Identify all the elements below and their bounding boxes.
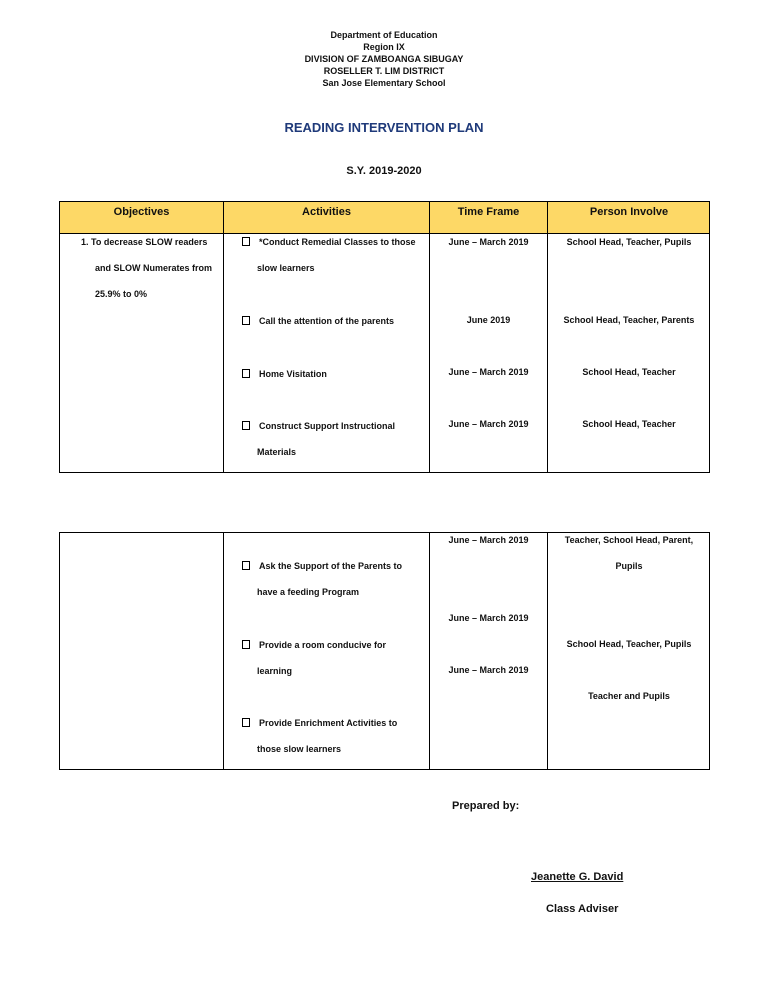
activity-item: Call the attention of the parents	[242, 316, 394, 326]
activity-item: Provide Enrichment Activities to	[242, 718, 397, 728]
intervention-table	[59, 201, 710, 473]
checkbox-icon	[242, 369, 250, 378]
activity-item: *Conduct Remedial Classes to those	[242, 237, 416, 247]
checkbox-icon	[242, 640, 250, 649]
header-department: Department of Education	[330, 30, 438, 40]
checkbox-icon	[242, 718, 250, 727]
activity-item-continued: slow learners	[257, 263, 315, 273]
person-cell: School Head, Teacher, Pupils	[566, 237, 692, 247]
activity-item-continued: learning	[257, 666, 293, 676]
header-person-involve: Person Involve	[589, 206, 669, 218]
header-activities: Activities	[302, 206, 351, 218]
activity-item: Construct Support Instructional	[242, 421, 395, 431]
activity-item-continued: those slow learners	[257, 744, 342, 754]
person-cell-continued: Pupils	[615, 561, 643, 571]
person-cell: School Head, Teacher, Pupils	[566, 639, 692, 649]
time-frame-cell: June – March 2019	[448, 535, 529, 545]
header-division: DIVISION OF ZAMBOANGA SIBUGAY	[304, 54, 464, 64]
header-school: San Jose Elementary School	[322, 78, 446, 88]
activity-item: Ask the Support of the Parents to	[242, 561, 402, 571]
person-cell: Teacher and Pupils	[588, 691, 670, 701]
checkbox-icon	[242, 561, 250, 570]
objective-line: and SLOW Numerates from	[95, 263, 213, 273]
checkbox-icon	[242, 421, 250, 430]
person-cell: Teacher, School Head, Parent,	[564, 535, 694, 545]
activity-item-continued: have a feeding Program	[257, 587, 360, 597]
header-time-frame: Time Frame	[457, 206, 520, 218]
prepared-by-label: Prepared by:	[452, 800, 520, 812]
header-region: Region IX	[363, 42, 405, 52]
time-frame-cell: June – March 2019	[448, 665, 529, 675]
objective-line: 25.9% to 0%	[95, 289, 148, 299]
time-frame-cell: June – March 2019	[448, 237, 529, 247]
document-title: READING INTERVENTION PLAN	[284, 120, 484, 135]
intervention-table-continued	[59, 532, 710, 770]
objective-line: 1. To decrease SLOW readers	[81, 237, 208, 247]
person-cell: School Head, Teacher	[582, 367, 676, 377]
time-frame-cell: June – March 2019	[448, 613, 529, 623]
school-year: S.Y. 2019-2020	[346, 165, 422, 177]
activity-item: Provide a room conducive for	[242, 640, 386, 650]
time-frame-cell: June – March 2019	[448, 367, 529, 377]
checkbox-icon	[242, 316, 250, 325]
activity-item: Home Visitation	[242, 369, 327, 379]
time-frame-cell: June – March 2019	[448, 419, 529, 429]
signatory-title: Class Adviser	[546, 903, 619, 915]
person-cell: School Head, Teacher	[582, 419, 676, 429]
header-objectives: Objectives	[113, 206, 170, 218]
checkbox-icon	[242, 237, 250, 246]
activity-item-continued: Materials	[257, 447, 297, 457]
header-district: ROSELLER T. LIM DISTRICT	[323, 66, 445, 76]
time-frame-cell: June 2019	[466, 315, 511, 325]
person-cell: School Head, Teacher, Parents	[563, 315, 695, 325]
signatory-name: Jeanette G. David	[531, 871, 624, 883]
